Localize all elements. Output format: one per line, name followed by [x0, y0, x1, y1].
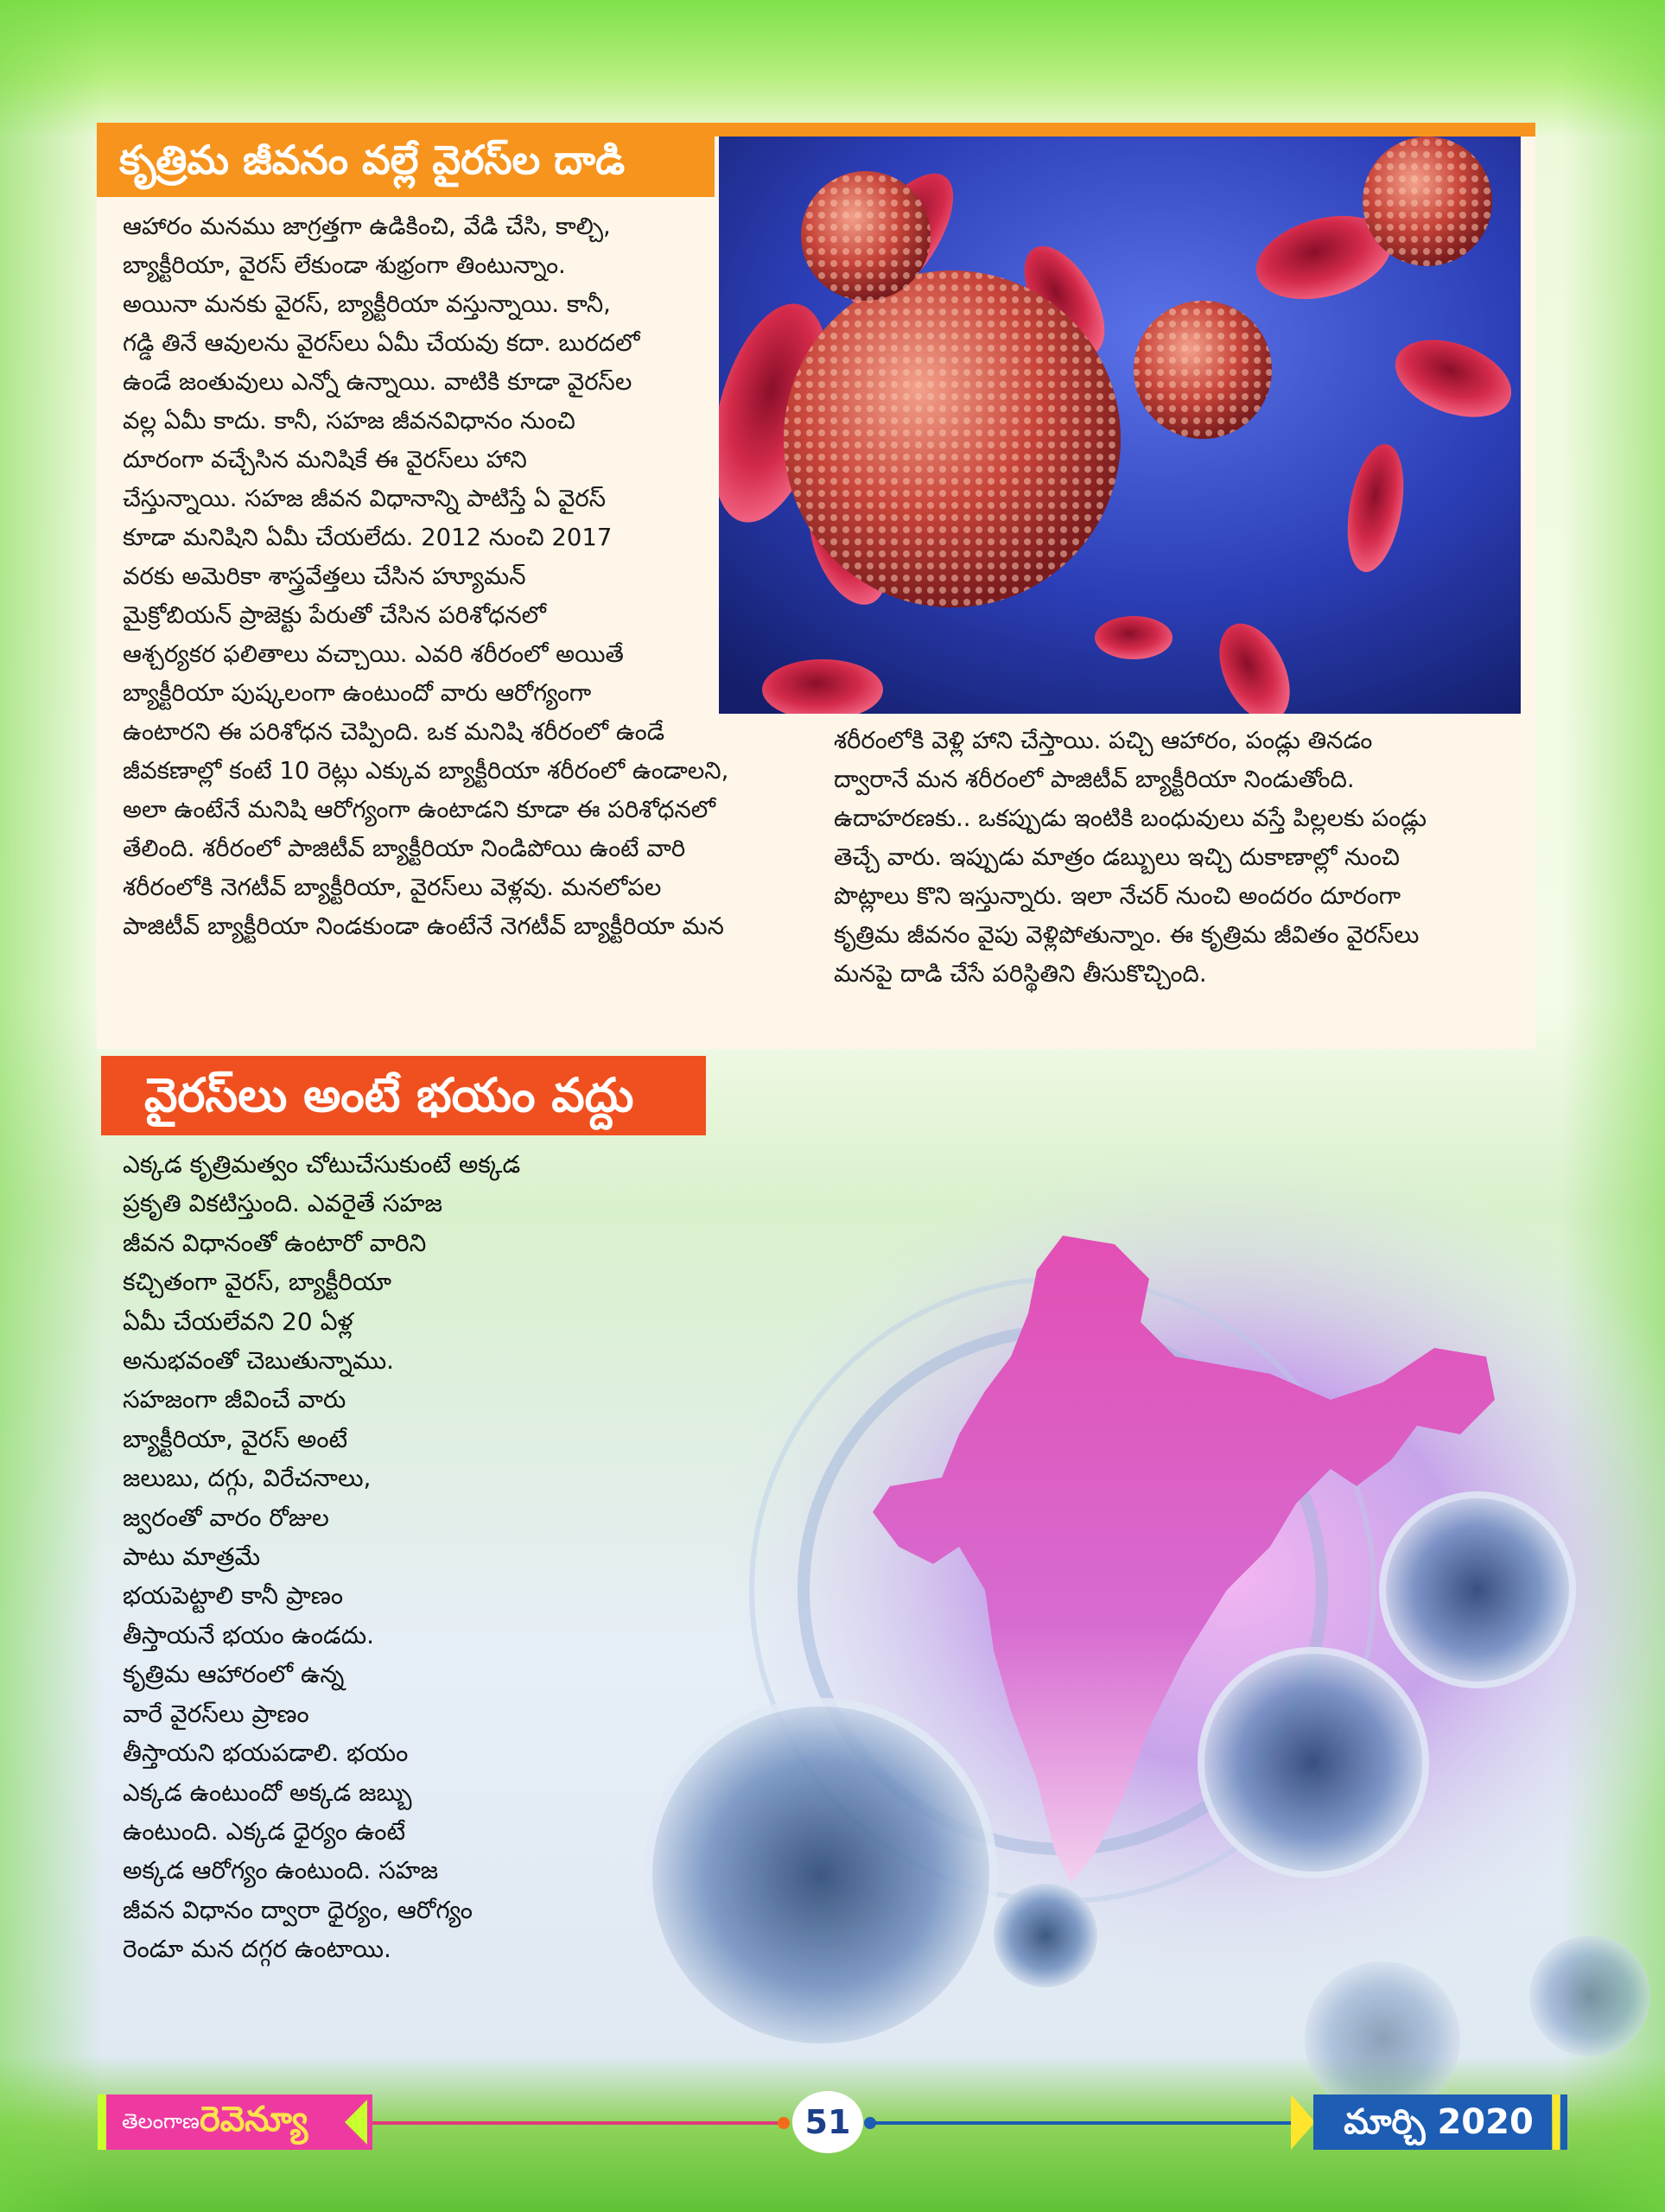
text-line: ఉంటారని ఈ పరిశోధన చెప్పింది. ఒక మనిషి శరీరంలో ఉండే	[123, 718, 665, 746]
footer-rule-left	[372, 2121, 783, 2125]
text-line: మనపై దాడి చేసే పరిస్థితిని తీసుకొచ్చింది.	[834, 960, 1207, 988]
text-line: జీవన విధానంతో ఉంటారో వారిని	[123, 1228, 427, 1257]
text-line: ఏమీ చేయలేవని 20 ఏళ్ల	[123, 1306, 353, 1336]
arrow-right-icon	[1291, 2094, 1315, 2150]
issue-date: మార్చి 2020	[1344, 2102, 1534, 2142]
text-line: అక్కడ ఆరోగ్యం ఉంటుంది. సహజ	[123, 1856, 439, 1885]
text-line: ఎక్కడ ఉంటుందో అక్కడ జబ్బు	[123, 1777, 412, 1807]
text-line: వరకు అమెరికా శాస్త్రవేత్తలు చేసిన హ్యూమన్	[123, 563, 526, 590]
article2-column	[123, 1145, 520, 1969]
text-line: తేలింది. శరీరంలో పాజిటీవ్ బ్యాక్టీరియా నిండిపోయి ఉంటే వారి	[123, 835, 686, 862]
text-line: వల్ల ఏమీ కాదు. కానీ, సహజ జీవనవిధానం నుంచి	[123, 407, 575, 435]
text-line: కచ్చితంగా వైరస్, బ్యాక్టీరియా	[123, 1268, 391, 1297]
text-line: వారే వైరస్‌లు ప్రాణం	[123, 1699, 309, 1728]
text-line: కూడా మనిషిని ఏమీ చేయలేదు. 2012 నుంచి 2017	[123, 524, 613, 551]
text-line: బ్యాక్టీరియా పుష్కలంగా ఉంటుందో వారు ఆరోగ్యంగా	[123, 679, 592, 707]
article1-title-rule	[715, 123, 1535, 137]
issue-date-bar	[1560, 2094, 1567, 2150]
text-line: తెచ్చే వారు. ఇప్పుడు మాత్రం డబ్బులు ఇచ్చి దుకాణాల్లో నుంచి	[834, 843, 1400, 871]
text-line: ఎక్కడ కృత్రిమత్వం చోటుచేసుకుంటే అక్కడ	[123, 1150, 521, 1179]
virus-blood-cells-image	[719, 137, 1521, 714]
dot-icon	[778, 2117, 790, 2129]
publication-badge-bar	[98, 2094, 106, 2150]
text-line: జీవన విధానం ద్వారా ధైర్యం, ఆరోగ్యం	[123, 1895, 473, 1924]
text-line: గడ్డి తినే ఆవులను వైరస్‌లు ఏమీ చేయవు కదా. బురదలో	[123, 329, 640, 357]
text-line: శరీరంలోకి వెళ్లి హాని చేస్తాయి. పచ్చి ఆహారం, పండ్లు తినడం	[834, 727, 1373, 754]
text-line: పాజిటీవ్ బ్యాక్టీరియా నిండకుండా ఉంటేనే నెగటీవ్ బ్యాక్టీరియా మన	[123, 912, 724, 940]
virus-and-blood-cells-illustration-icon	[719, 137, 1521, 714]
text-line: అలా ఉంటేనే మనిషి ఆరోగ్యంగా ఉంటాడని కూడా ఈ పరిశోధనలో	[123, 796, 716, 823]
text-line: తీస్తాయని భయపడాలి. భయం	[123, 1738, 409, 1768]
text-line: జలుబు, దగ్గు, విరేచనాలు,	[123, 1464, 372, 1493]
text-line: రెండూ మన దగ్గర ఉంటాయి.	[123, 1935, 391, 1964]
publication-name-big: రెవెన్యూ	[200, 2100, 308, 2139]
text-line: ప్రకృతి వికటిస్తుంది. ఎవరైతే సహజ	[123, 1189, 442, 1218]
text-line: జీవకణాల్లో కంటే 10 రెట్లు ఎక్కువ బ్యాక్టీరియా శరీరంలో ఉండాలని,	[123, 757, 729, 785]
text-line: పాటు మాత్రమే	[123, 1542, 261, 1572]
text-line: అయినా మనకు వైరస్, బ్యాక్టీరియా వస్తున్నాయి. కానీ,	[123, 290, 611, 318]
text-line: మైక్రోబియన్ ప్రాజెక్టు పేరుతో చేసిన పరిశోధనలో	[123, 601, 546, 629]
text-line: పొట్లాలు కొని ఇస్తున్నారు. ఇలా నేచర్ నుంచి అందరం దూరంగా	[834, 882, 1401, 910]
text-line: బ్యాక్టీరియా, వైరస్ లేకుండా శుభ్రంగా తింటున్నాం.	[123, 251, 566, 279]
dot-icon	[864, 2117, 876, 2129]
footer-rule-right	[872, 2121, 1291, 2125]
issue-date-badge	[1291, 2094, 1567, 2150]
text-line: కృత్రిమ జీవనం వైపు వెళ్లిపోతున్నాం. ఈ కృత్రిమ జీవితం వైరస్‌లు	[834, 921, 1420, 949]
text-line: శరీరంలోకి నెగటీవ్ బ్యాక్టీరియా, వైరస్‌లు వెళ్లవు. మనలోపల	[123, 874, 662, 901]
text-line: ఆశ్చర్యకర ఫలితాలు వచ్చాయి. ఎవరి శరీరంలో అయితే	[123, 640, 624, 668]
text-line: తీస్తాయనే భయం ఉండదు.	[123, 1620, 375, 1649]
text-line: కృత్రిమ ఆహారంలో ఉన్న	[123, 1660, 345, 1689]
text-line: జ్వరంతో వారం రోజుల	[123, 1503, 329, 1532]
arrow-left-icon	[345, 2100, 367, 2145]
text-line: భయపెట్టాలి కానీ ప్రాణం	[123, 1581, 344, 1611]
text-line: ఉదాహరణకు.. ఒకప్పుడు ఇంటికి బంధువులు వస్తే పిల్లలకు పండ్లు	[834, 804, 1427, 832]
text-line: ఆహారం మనము జాగ్రత్తగా ఉడికించి, వేడి చేసి, కాల్చి,	[123, 213, 611, 240]
text-line: ద్వారానే మన శరీరంలో పాజిటీవ్ బ్యాక్టీరియా నిండుతోంది.	[834, 766, 1355, 793]
text-line: చేస్తున్నాయి. సహజ జీవన విధానాన్ని పాటిస్తే ఏ వైరస్	[123, 485, 606, 512]
text-line: సహజంగా జీవించే వారు	[123, 1385, 346, 1414]
text-line: బ్యాక్టీరియా, వైరస్ అంటే	[123, 1424, 348, 1453]
article2-title: వైరస్‌లు అంటే భయం వద్దు	[101, 1056, 706, 1135]
issue-date-bar	[1553, 2094, 1560, 2150]
text-line: ఉంటుంది. ఎక్కడ ధైర్యం ఉంటే	[123, 1816, 406, 1846]
article1-right-column	[834, 721, 1427, 994]
page-number: 51	[792, 2091, 863, 2153]
text-line: ఉండే జంతువులు ఎన్నో ఉన్నాయి. వాటికి కూడా వైరస్‌ల	[123, 368, 632, 396]
article1-title: కృత్రిమ జీవనం వల్లే వైరస్‌ల దాడి	[97, 123, 715, 197]
publication-badge	[98, 2094, 372, 2150]
text-line: దూరంగా వచ్చేసిన మనిషికే ఈ వైరస్‌లు హాని	[123, 446, 527, 474]
article1-left-column	[123, 207, 728, 946]
text-line: అనుభవంతో చెబుతున్నాము.	[123, 1346, 395, 1376]
publication-name-small: తెలంగాణ	[122, 2109, 200, 2133]
